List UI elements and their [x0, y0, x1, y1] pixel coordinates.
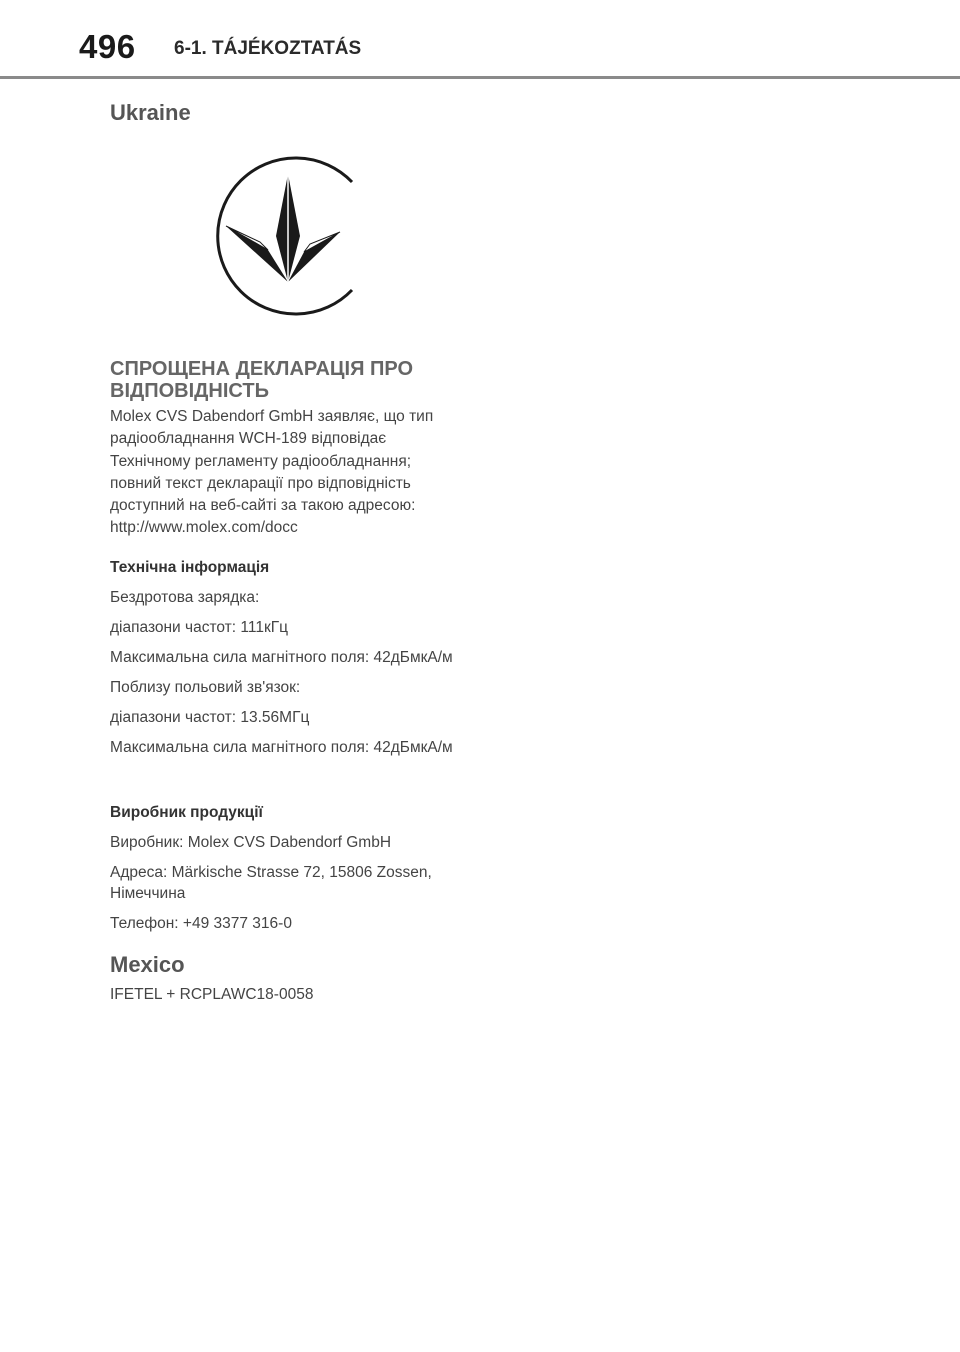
tech-info-line: Максимальна сила магнітного поля: 42дБмкА/м [110, 739, 453, 756]
tech-info-section [110, 558, 470, 767]
manufacturer-line: Телефон: +49 3377 316-0 [110, 915, 292, 932]
declaration-line: повний текст декларації про відповідність [110, 474, 411, 492]
tech-info-line: Максимальна сила магнітного поля: 42дБмкА/м [110, 649, 453, 666]
manufacturer-line: Адреса: Märkische Strasse 72, 15806 Zossen, Німеччина [110, 864, 432, 902]
manufacturer-section [110, 803, 470, 943]
header-divider [0, 76, 960, 79]
declaration-title: СПРОЩЕНА ДЕКЛАРАЦІЯ ПРО ВІДПОВІДНІСТЬ [110, 358, 414, 402]
declaration-line: доступний на веб-сайті за такою адресою: [110, 497, 416, 515]
chapter-title: 6-1. TÁJÉKOZTATÁS [174, 38, 362, 59]
tech-info-line: Бездротова зарядка: [110, 589, 260, 606]
ukraine-conformity-mark-icon [200, 146, 360, 326]
declaration-url[interactable]: http://www.molex.com/docc [110, 519, 298, 537]
declaration-line: радіообладнання WCH-189 відповідає [110, 430, 387, 448]
declaration-body [110, 406, 470, 540]
page-number: 496 [79, 28, 136, 65]
tech-info-title: Технічна інформація [110, 559, 270, 576]
mexico-certification: IFETEL + RCPLAWC18-0058 [110, 986, 314, 1003]
declaration-line: Технічному регламенту радіообладнання; [110, 452, 412, 470]
manufacturer-line: Виробник: Molex CVS Dabendorf GmbH [110, 834, 392, 851]
page-content [110, 100, 470, 1003]
section-heading-mexico: Mexico [110, 952, 185, 977]
manufacturer-title: Виробник продукції [110, 804, 263, 821]
tech-info-line: Поблизу польовий зв'язок: [110, 679, 301, 696]
declaration-line: Molex CVS Dabendorf GmbH заявляє, що тип [110, 408, 434, 425]
page-header [0, 0, 960, 78]
section-heading-ukraine: Ukraine [110, 100, 191, 125]
tech-info-line: діапазони частот: 111кГц [110, 619, 289, 636]
tech-info-line: діапазони частот: 13.56МГц [110, 709, 310, 726]
